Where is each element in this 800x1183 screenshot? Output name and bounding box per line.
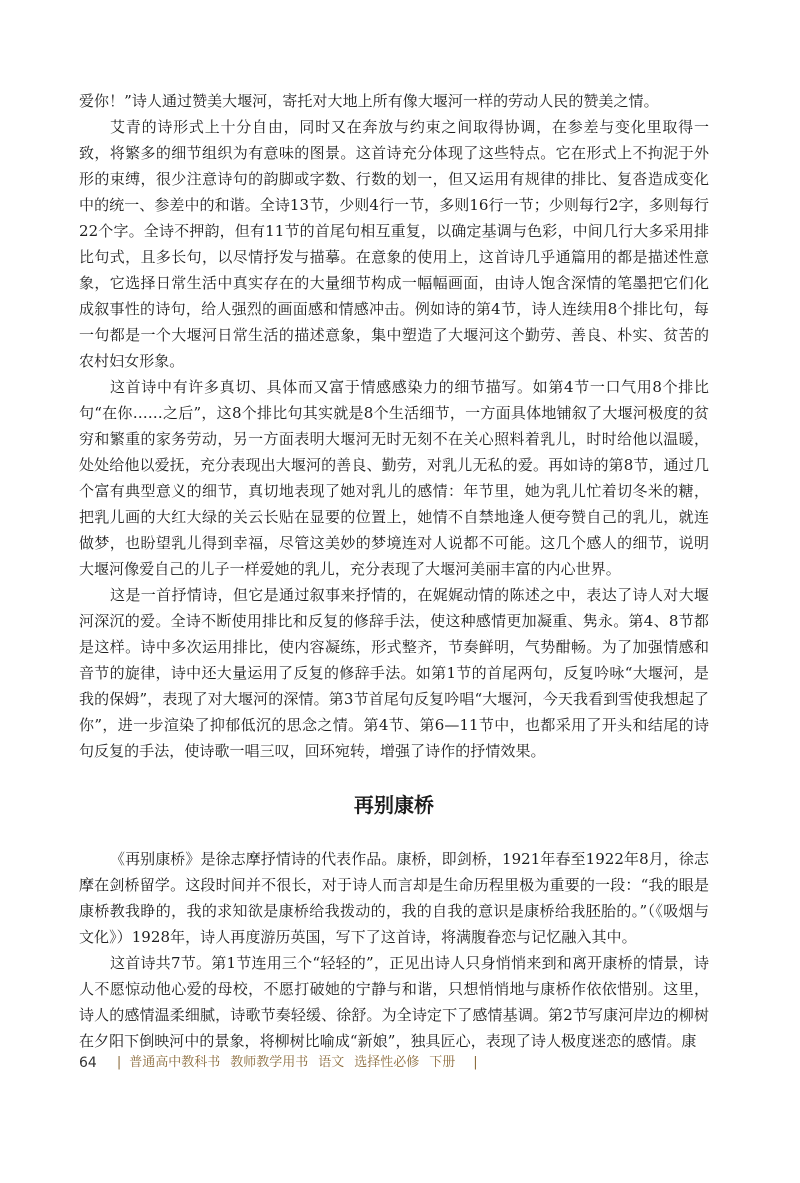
page-number: 64 — [79, 1055, 97, 1071]
section-title: 再别康桥 — [353, 793, 435, 817]
footer-book-type: 教师教学用书 — [230, 1055, 309, 1070]
footer-volume: 选择性必修 — [354, 1055, 420, 1070]
paragraph-kangqiao-intro: 《再别康桥》是徐志摩抒情诗的代表作品。康桥，即剑桥，1921年春至1922年8月，徐志摩在剑桥留学。这段时间并不很长，对于诗人而言却是生命历程里极为重要的一段：“我的眼是康桥教我睁的，我的求知欲是康桥给我拨动的，我的自我的意识是康桥给我胚胎的。”（《吸烟与文化》）1928年，诗人再度游历英国，写下了这首诗，将满腹眷恋与记忆融入其中。 — [79, 850, 709, 946]
paragraph-intro-end: 爱你！”诗人通过赞美大堰河，寄托对大地上所有像大堰河一样的劳动人民的赞美之情。 — [79, 92, 659, 110]
paragraph-kangqiao-structure: 这首诗共7节。第1节连用三个“轻轻的”，正见出诗人只身悄悄来到和离开康桥的情景，诗人不愿惊动他心爱的母校，不愿打破她的宁静与和谐，只想悄悄地与康桥作依依惜别。这里，诗人的感情温柔细腻，诗歌节奏轻缓、徐舒。为全诗定下了感情基调。第2节写康河岸边的柳树在夕阳下倒映河中的景象，将柳树比喻成“新娘”，独具匠心，表现了诗人极度迷恋的感情。康 — [79, 954, 709, 1050]
footer-subject: 语文 — [318, 1055, 345, 1070]
footer-end-separator: | — [473, 1055, 478, 1070]
paragraph-details: 这首诗中有许多真切、具体而又富于情感感染力的细节描写。如第4节一口气用8个排比句“在你……之后”，这8个排比句其实就是8个生活细节，一方面具体地铺叙了大堰河极度的贫穷和繁重的家务劳动，另一方面表明大堰河无时无刻不在关心照料着乳儿，时时给他以温暖，处处给他以爱抚，充分表现出大堰河的善良、勤劳，对乳儿无私的爱。再如诗的第8节，通过几个富有典型意义的细节，真切地表现了她对乳儿的感情：年节里，她为乳儿忙着切冬米的糖，把乳儿画的大红大绿的关云长贴在显要的位置上，她情不自禁地逢人便夸赞自己的乳儿，就连做梦，也盼望乳儿得到幸福，尽管这美妙的梦境连对人说都不可能。这几个感人的细节，说明大堰河像爱自己的儿子一样爱她的乳儿，充分表现了大堰河美丽丰富的内心世界。 — [79, 378, 709, 578]
footer-part: 下册 — [429, 1055, 456, 1070]
paragraph-lyric: 这是一首抒情诗，但它是通过叙事来抒情的，在娓娓动情的陈述之中，表达了诗人对大堰河深沉的爱。全诗不断使用排比和反复的修辞手法，使这种感情更加凝重、隽永。第4、8节都是这样。诗中多次运用排比，使内容凝练，形式整齐，节奏鲜明，气势酣畅。为了加强情感和音节的旋律，诗中还大量运用了反复的修辞手法。如第1节的首尾两句，反复吟咏“大堰河，是我的保姆”，表现了对大堰河的深情。第3节首尾句反复吟唱“大堰河，今天我看到雪使我想起了你”，进一步渲染了抑郁低沉的思念之情。第4节、第6—11节中，也都采用了开头和结尾的诗句反复的手法，使诗歌一唱三叹，回环宛转，增强了诗作的抒情效果。 — [79, 586, 709, 760]
page-content — [79, 88, 709, 1054]
paragraph-form: 艾青的诗形式上十分自由，同时又在奔放与约束之间取得协调，在参差与变化里取得一致，将繁多的细节组织为有意味的图景。这首诗充分体现了这些特点。它在形式上不拘泥于外形的束缚，很少注意诗句的韵脚或字数、行数的划一，但又运用有规律的排比、复沓造成变化中的统一、参差中的和谐。全诗13节，少则4行一节，多则16行一节；少则每行2字，多则每行22个字。全诗不押韵，但有11节的首尾句相互重复，以确定基调与色彩，中间几行大多采用排比句式，且多长句，以尽情抒发与描摹。在意象的使用上，这首诗几乎通篇用的都是描述性意象，它选择日常生活中真实存在的大量细节构成一幅幅画面，由诗人饱含深情的笔墨把它们化成叙事性的诗句，给人强烈的画面感和情感冲击。例如诗的第4节，诗人连续用8个排比句，每一句都是一个大堰河日常生活的描述意象，集中塑造了大堰河这个勤劳、善良、朴实、贫苦的农村妇女形象。 — [79, 118, 709, 370]
footer-separator: | — [116, 1055, 122, 1070]
page-footer — [79, 1052, 486, 1074]
footer-series: 普通高中教科书 — [129, 1055, 221, 1070]
